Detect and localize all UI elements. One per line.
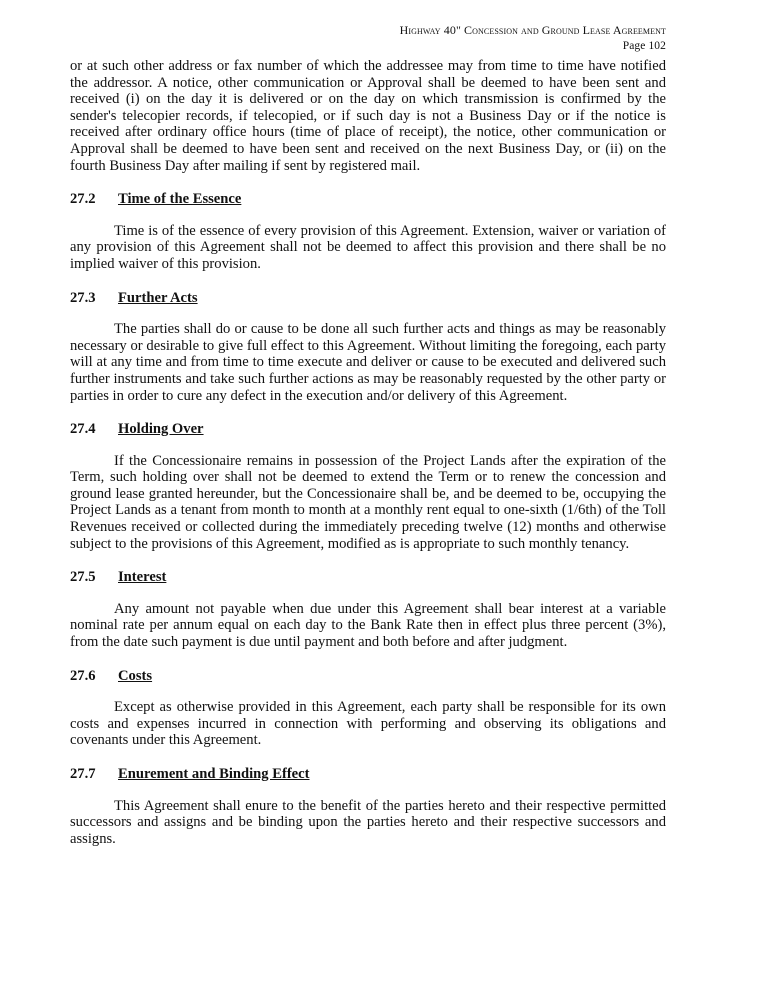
section-paragraph: Except as otherwise provided in this Agreement, each party shall be responsible for its own costs and expenses incurred in connection with performing and observing its obligations and covenants under this Agreement. [70,699,666,749]
section-heading [70,668,666,685]
section-title: Costs [118,667,153,684]
section-number: 27.5 [70,569,96,586]
section-paragraph: Time is of the essence of every provision of this Agreement. Extension, waiver or variation of any provision of this Agreement shall not be deemed to affect this provision and there shall be no implied waiver of this provision. [70,222,666,272]
section-heading [70,421,666,438]
page-number: Page 102 [622,40,666,52]
section-paragraph: If the Concessionaire remains in possession of the Project Lands after the expiration of the Term, such holding over shall not be deemed to extend the Term or to renew the concession and ground lease granted hereunder, but the Concessionaire shall be, and be deemed to be, occupying the Project Lands as a tenant from month to month at a monthly rent equal to one-sixth (1/6th) of the Toll Revenues received or collected during the immediately preceding twelve (12) months and otherwise subject to the provisions of this Agreement, modified as is appropriate to such monthly tenancy. [70,452,666,552]
section-27-7 [70,766,666,847]
section-title: Time of the Essence [118,191,242,208]
page-header [70,22,666,54]
section-27-4 [70,421,666,552]
intro-paragraph: or at such other address or fax number of which the addressee may from time to time have notified the addressor. A notice, other communication or Approval shall be deemed to have been sent and received (i) on the day it is delivered or on the day on which transmission is confirmed by the sender's telecopier records, if telecopied, or if such day is not a Business Day or if the notice is received after ordinary office hours (time of place of receipt), the notice, other communication or Approval shall be deemed to have been sent and received on the next Business Day, or (ii) on the fourth Business Day after mailing if sent by registered mail. [70,58,666,174]
section-number: 27.3 [70,289,96,306]
section-number: 27.7 [70,766,96,782]
section-heading [70,569,666,586]
document-body [70,58,666,847]
section-27-5 [70,569,666,650]
section-title: Interest [118,569,167,586]
section-paragraph: Any amount not payable when due under this Agreement shall bear interest at a variable nominal rate per annum equal on each day to the Bank Rate then in effect plus three percent (3%), from the date such payment is due until payment and both before and after judgment. [70,600,666,651]
section-27-2 [70,191,666,272]
section-number: 27.2 [70,191,96,208]
section-heading [70,766,666,783]
section-heading [70,191,666,208]
section-27-6 [70,668,666,749]
section-title: Holding Over [118,421,204,438]
section-title: Further Acts [118,289,198,306]
header-title: Highway 40" Concession and Ground Lease Agreement [399,23,666,37]
section-paragraph: The parties shall do or cause to be done all such further acts and things as may be reasonably necessary or desirable to give full effect to this Agreement. Without limiting the foregoing, each party will at any time and from time to time execute and deliver or cause to be executed and delivered such further instruments and take such further actions as may be reasonably requested by the other party or parties in order to cure any defect in the execution and/or delivery of this Agreement. [70,321,666,404]
section-title: Enurement and Binding Effect [118,766,310,782]
section-number: 27.4 [70,421,96,438]
section-heading [70,290,666,307]
section-27-3 [70,290,666,405]
section-paragraph: This Agreement shall enure to the benefit of the parties hereto and their respective permitted successors and assigns and be binding upon the parties hereto and their respective successors and assigns. [70,797,666,847]
section-number: 27.6 [70,667,96,684]
